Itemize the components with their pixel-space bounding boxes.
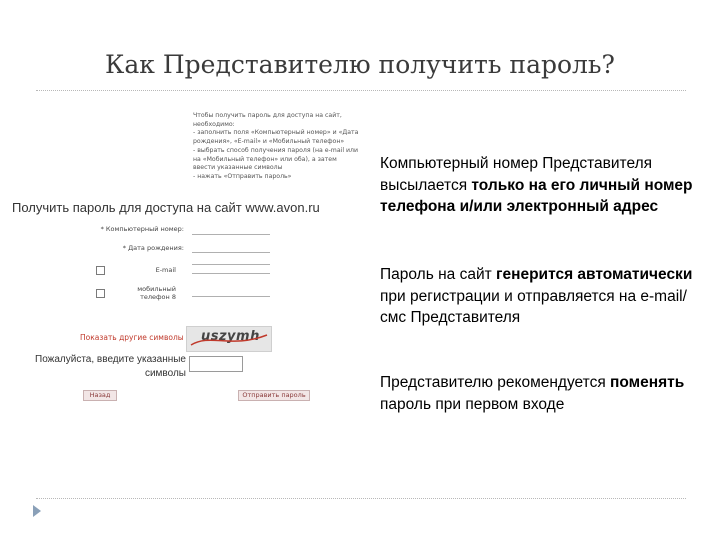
instruction-line: ввести указанные символы [193, 164, 283, 172]
captcha-image [186, 326, 272, 352]
send-password-button[interactable]: Отправить пароль [238, 390, 310, 401]
p1-text: Компьютерный номер Представителя высылается [380, 155, 653, 194]
mobile-checkbox[interactable] [96, 289, 105, 298]
captcha-strike-icon [187, 327, 271, 351]
captcha-input[interactable] [189, 356, 243, 372]
computer-number-label: * Компьютерный номер: [100, 225, 184, 233]
p3-text-end: пароль при первом входе [380, 395, 565, 413]
form-instructions [193, 112, 363, 182]
instruction-line: - нажать «Отправить пароль» [193, 172, 292, 180]
info-paragraph-1 [380, 153, 710, 218]
instruction-line: Чтобы получить пароль для доступа на сайт, [193, 112, 342, 119]
computer-number-field[interactable] [192, 234, 270, 235]
instruction-line: - заполнить поля «Компьютерный номер» и «Дата [193, 129, 359, 137]
p2-text: Пароль на сайт [380, 266, 497, 283]
footer-divider [36, 498, 686, 499]
p3-text: Представителю рекомендуется [380, 374, 611, 391]
captcha-refresh-link[interactable]: Показать другие символы [80, 333, 184, 342]
email-field[interactable] [192, 273, 270, 274]
captcha-label: Пожалуйста, введите указанные символы [35, 354, 186, 379]
birth-date-label: * Дата рождения: [122, 244, 184, 252]
back-button[interactable]: Назад [83, 390, 117, 401]
p3-bold: поменять [610, 374, 685, 391]
slide-title: Как Представителю получить пароль? [105, 50, 615, 79]
instruction-line: на «Мобильный телефон» или оба), а затем [193, 155, 337, 163]
extra-field-line[interactable] [192, 264, 270, 265]
email-checkbox[interactable] [96, 266, 105, 275]
birth-date-field[interactable] [192, 252, 270, 253]
instruction-line: рождения», «E-mail» и «Мобильный телефон» [193, 138, 345, 146]
p2-bold: генерится автоматически [496, 266, 693, 283]
form-heading: Получить пароль для доступа на сайт www.avon.ru [12, 200, 320, 215]
slide-bullet-icon [33, 505, 41, 517]
mobile-field[interactable] [192, 296, 270, 297]
info-paragraph-2 [380, 264, 710, 329]
p1-bold: только на его личный номер телефона и/или электронный адрес [380, 176, 693, 215]
mobile-label: мобильный телефон 8 [137, 285, 176, 301]
instruction-line: - выбрать способ получения пароля (на e-mail или [193, 146, 359, 154]
info-paragraph-3 [380, 372, 710, 415]
email-label: E-mail [155, 266, 176, 274]
p2-text-end: при регистрации и отправляется на e-mail/смс Представителя [380, 287, 687, 326]
title-divider [36, 90, 686, 91]
captcha-image-text: uszymh [201, 329, 260, 344]
instruction-line: необходимо: [193, 120, 235, 128]
